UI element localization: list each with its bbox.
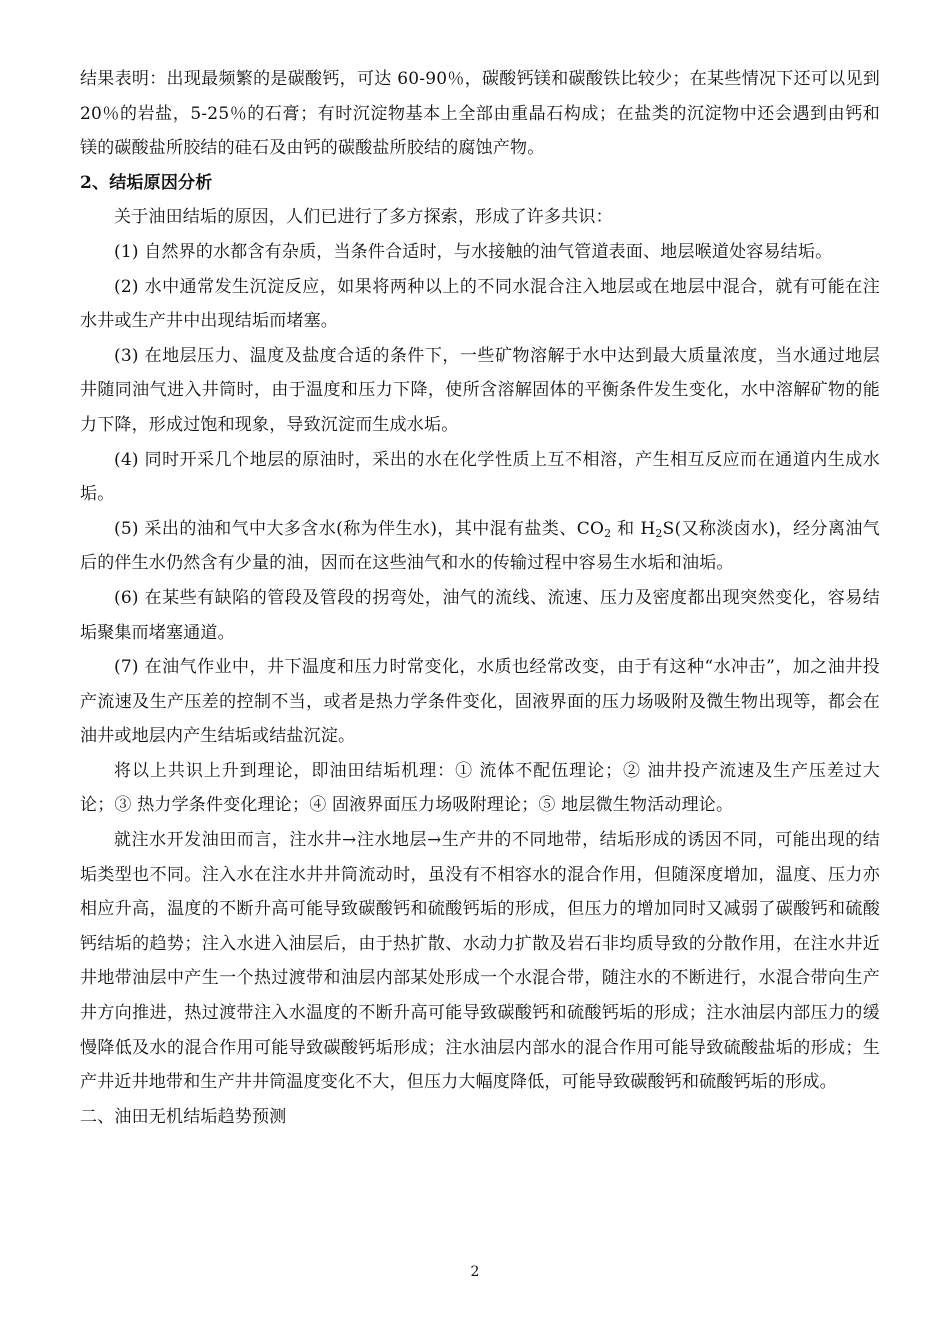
cause-1-paragraph: (1) 自然界的水都含有杂质，当条件合适时，与水接触的油气管道表面、地层喉道处容易结垢。 (114, 241, 833, 262)
next-section-heading: 二、油田无机结垢趋势预测 (80, 1106, 287, 1127)
cause-2-paragraph: (2) 水中通常发生沉淀反应，如果将两种以上的不同水混合注入地层或在地层中混合，就有可能在注水井或生产井中出现结垢而堵塞。 (80, 276, 880, 332)
cause-6-paragraph: (6) 在某些有缺陷的管段及管段的拐弯处，油气的流线、流速、压力及密度都出现突然变化，容易结垢聚集而堵塞通道。 (80, 587, 880, 643)
cause-4-paragraph: (4) 同时开采几个地层的原油时，采出的水在化学性质上互不相溶，产生相互反应而在通道内生成水垢。 (80, 449, 880, 505)
theory-paragraph: 将以上共识上升到理论，即油田结垢机理：① 流体不配伍理论；② 油井投产流速及生产压差过大论；③ 热力学条件变化理论；④ 固液界面压力场吸附理论；⑤ 地层微生物活动理论。 (80, 760, 880, 816)
cause-5-text-a: (5) 采出的油和气中大多含水(称为伴生水)，其中混有盐类、CO (114, 518, 605, 539)
intro-paragraph: 结果表明：出现最频繁的是碳酸钙，可达 60-90％，碳酸钙镁和碳酸铁比较少；在某些情况下还可以见到 20％的岩盐，5-25％的石膏；有时沉淀物基本上全部由重晶石构成；在盐类的沉淀物中还会遇到由钙和镁的碳酸盐所胶结的硅石及由钙的碳酸盐所胶结的腐蚀产物。 (80, 69, 880, 159)
h2s-subscript: 2 (655, 526, 663, 540)
injection-paragraph: 就注水开发油田而言，注水井→注水地层→生产井的不同地带，结垢形成的诱因不同，可能出现的结垢类型也不同。注入水在注水井井筒流动时，虽没有不相容水的混合作用，但随深度增加，温度、压力亦相应升高，温度的不断升高可能导致碳酸钙和硫酸钙垢的形成，但压力的增加同时又减弱了碳酸钙和硫酸钙结垢的趋势；注入水进入油层后，由于热扩散、水动力扩散及岩石非均质导致的分散作用，在注水井近井地带油层中产生一个热过渡带和油层内部某处形成一个水混合带，随注水的不断进行，水混合带向生产井方向推进，热过渡带注入水温度的不断升高可能导致碳酸钙和硫酸钙垢的形成；注水油层内部压力的缓慢降低及水的混合作用可能导致碳酸钙垢形成；注水油层内部水的混合作用可能导致硫酸盐垢的形成；生产井近井地带和生产井井筒温度变化不大，但压力大幅度降低，可能导致碳酸钙和硫酸钙垢的形成。 (80, 830, 880, 1093)
co2-subscript: 2 (604, 526, 612, 540)
cause-5-paragraph (80, 512, 880, 581)
cause-3-paragraph: (3) 在地层压力、温度及盐度合适的条件下，一些矿物溶解于水中达到最大质量浓度，当水通过地层井随同油气进入井筒时，由于温度和压力下降，使所含溶解固体的平衡条件发生变化，水中溶解矿物的能力下降，形成过饱和现象，导致沉淀而生成水垢。 (80, 345, 880, 435)
page-number: 2 (470, 1264, 480, 1280)
section-heading: 2、结垢原因分析 (80, 172, 213, 193)
cause-5-text-b: 和 H (617, 518, 656, 539)
cause-5-text-c: S(又称淡卤水)，经分离油气后的伴生水仍然含有少量的油，因而在这些油气和水的传输过程中容易生水垢和油垢。 (80, 518, 880, 574)
document-page (80, 62, 880, 1134)
lead-paragraph: 关于油田结垢的原因，人们已进行了多方探索，形成了许多共识： (114, 207, 613, 228)
cause-7-paragraph: (7) 在油气作业中，井下温度和压力时常变化，水质也经常改变，由于有这种“水冲击”，加之油井投产流速及生产压差的控制不当，或者是热力学条件变化，固液界面的压力场吸附及微生物出现等，都会在油井或地层内产生结垢或结盐沉淀。 (80, 657, 880, 747)
